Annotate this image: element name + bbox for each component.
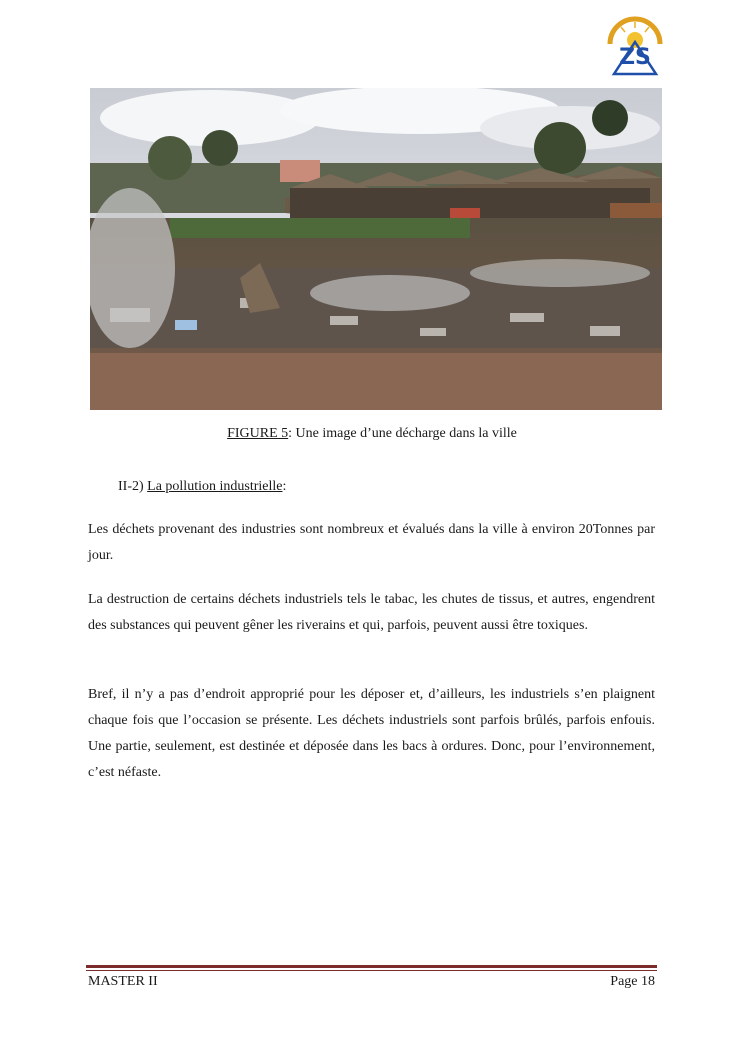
- body-paragraph-1: Les déchets provenant des industries sont nombreux et évalués dans la ville à environ 20Tonnes par jour.: [88, 522, 655, 563]
- section-title: La pollution industrielle: [147, 479, 283, 494]
- landfill-photo: [90, 88, 662, 410]
- footer-rule-thick: [86, 965, 657, 968]
- footer-rule-thin: [86, 970, 657, 971]
- footer-title: MASTER II: [88, 974, 158, 989]
- figure-caption: [90, 426, 654, 442]
- svg-text:ZS: ZS: [619, 45, 651, 70]
- body-paragraph-3: Bref, il n’y a pas d’endroit approprié pour les déposer et, d’ailleurs, les industriels s’en plaignent chaque fois que l’occasion se présente. Les déchets industriels sont parfois brûlés, parfois enfouis. Une partie, seulement, est destinée et déposée dans les bacs à ordures. Donc, pour l’environnement, c’est néfaste.: [88, 687, 655, 780]
- section-heading: [118, 479, 286, 495]
- institution-logo: [604, 14, 666, 78]
- section-number: II-2): [118, 479, 144, 494]
- institution-emblem-icon: [604, 14, 666, 78]
- page-number: Page 18: [610, 974, 655, 989]
- section-colon: :: [282, 479, 287, 494]
- figure-label: FIGURE 5: [227, 426, 289, 441]
- figure-caption-text: : Une image d’une décharge dans la ville: [288, 426, 517, 441]
- body-paragraph-2: La destruction de certains déchets industriels tels le tabac, les chutes de tissus, et autres, engendrent des substances qui peuvent gêner les riverains et qui, parfois, peuvent aussi être toxiques.: [88, 592, 655, 633]
